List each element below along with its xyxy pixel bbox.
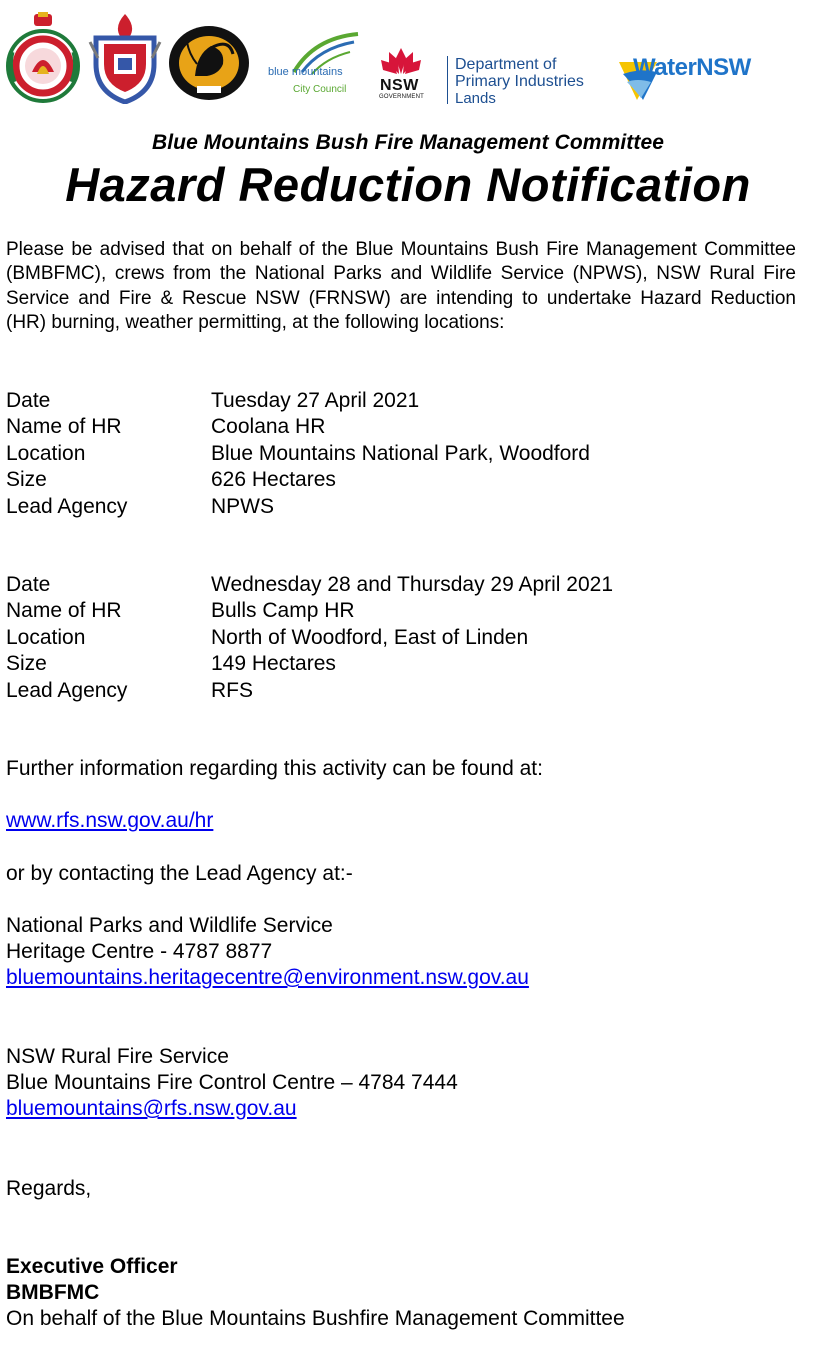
dpi-line-2: Primary Industries bbox=[455, 73, 584, 90]
hr-name-label: Name of HR bbox=[6, 415, 122, 439]
hr-size-value: 626 Hectares bbox=[211, 468, 336, 492]
signature-behalf: On behalf of the Blue Mountains Bushfire Management Committee bbox=[6, 1307, 625, 1330]
rfs-logo-icon bbox=[6, 12, 80, 106]
waternsw-name: WaterNSW bbox=[633, 54, 751, 81]
contact-intro-text: or by contacting the Lead Agency at:- bbox=[6, 862, 353, 885]
rfs-contact-phone: Blue Mountains Fire Control Centre – 4784 7444 bbox=[6, 1071, 458, 1094]
committee-name: Blue Mountains Bush Fire Management Committee bbox=[151, 131, 665, 154]
waratah-logo-icon bbox=[379, 46, 423, 78]
npws-logo-icon bbox=[167, 24, 251, 102]
hr-agency-row bbox=[6, 678, 796, 704]
hr-date-value: Tuesday 27 April 2021 bbox=[211, 389, 420, 412]
hr-date-value: Wednesday 28 and Thursday 29 April 2021 bbox=[211, 573, 614, 596]
dpi-line-1: Department of bbox=[455, 56, 557, 73]
hr-agency-value: RFS bbox=[211, 678, 253, 702]
npws-contact-email-link[interactable]: bluemountains.heritagecentre@environment.nsw.gov.au bbox=[6, 966, 529, 989]
hr-agency-row bbox=[6, 494, 796, 520]
hr-name-row bbox=[6, 598, 796, 624]
hr-location-value: North of Woodford, East of Linden bbox=[211, 625, 529, 649]
hr-name-row bbox=[6, 414, 796, 440]
npws-contact-name: National Parks and Wildlife Service bbox=[6, 914, 333, 937]
regards-text: Regards, bbox=[6, 1177, 92, 1200]
council-sub: City Council bbox=[293, 84, 347, 95]
hr-date-label: Date bbox=[6, 573, 51, 596]
hr-agency-value: NPWS bbox=[211, 494, 274, 518]
rfs-contact-email-link[interactable]: bluemountains@rfs.nsw.gov.au bbox=[6, 1097, 297, 1120]
hr-size-row bbox=[6, 467, 796, 493]
hr-date-row bbox=[6, 388, 796, 414]
hr-name-value: Bulls Camp HR bbox=[211, 599, 355, 623]
signature-role: Executive Officer bbox=[6, 1255, 178, 1278]
hr-location-row bbox=[6, 441, 796, 467]
nsw-name: NSW bbox=[380, 77, 419, 94]
hr-date-label: Date bbox=[6, 389, 51, 412]
council-name: blue mountains bbox=[268, 66, 343, 78]
rfs-contact-name: NSW Rural Fire Service bbox=[6, 1045, 229, 1068]
further-info-text: Further information regarding this activity can be found at: bbox=[6, 757, 543, 780]
hr-size-row bbox=[6, 651, 796, 677]
hr-location-label: Location bbox=[6, 625, 86, 649]
hr-size-value: 149 Hectares bbox=[211, 652, 336, 676]
intro-paragraph: Please be advised that on behalf of the Blue Mountains Bush Fire Management Committee (BMBFMC), crews from the National Parks and Wildlife Service (NPWS), NSW Rural Fire Service and Fire & Rescue NSW (FRNSW) are intending to undertake Hazard Reduction (HR) burning, weather permitting, at the following locations: bbox=[6, 239, 796, 334]
hr-name-value: Coolana HR bbox=[211, 415, 326, 439]
dpi-line-3: Lands bbox=[455, 90, 496, 107]
hr-info-link[interactable]: www.rfs.nsw.gov.au/hr bbox=[6, 809, 214, 832]
frnsw-logo-icon bbox=[88, 12, 162, 104]
logo-strip bbox=[0, 0, 816, 115]
hr-location-value: Blue Mountains National Park, Woodford bbox=[211, 441, 590, 465]
hr-burn-2 bbox=[6, 572, 796, 704]
hr-name-label: Name of HR bbox=[6, 599, 122, 623]
hr-agency-label: Lead Agency bbox=[6, 678, 128, 702]
hr-agency-label: Lead Agency bbox=[6, 494, 128, 518]
hr-size-label: Size bbox=[6, 652, 47, 676]
npws-contact-phone: Heritage Centre - 4787 8877 bbox=[6, 940, 273, 963]
signature-org: BMBFMC bbox=[6, 1281, 100, 1304]
hr-burn-1 bbox=[6, 388, 796, 520]
nsw-sub: GOVERNMENT bbox=[379, 94, 425, 100]
page-title: Hazard Reduction Notification bbox=[65, 158, 751, 211]
hr-date-row bbox=[6, 572, 796, 598]
hr-size-label: Size bbox=[6, 468, 47, 492]
hr-location-row bbox=[6, 625, 796, 651]
hr-location-label: Location bbox=[6, 441, 86, 465]
dpi-divider bbox=[447, 56, 448, 104]
